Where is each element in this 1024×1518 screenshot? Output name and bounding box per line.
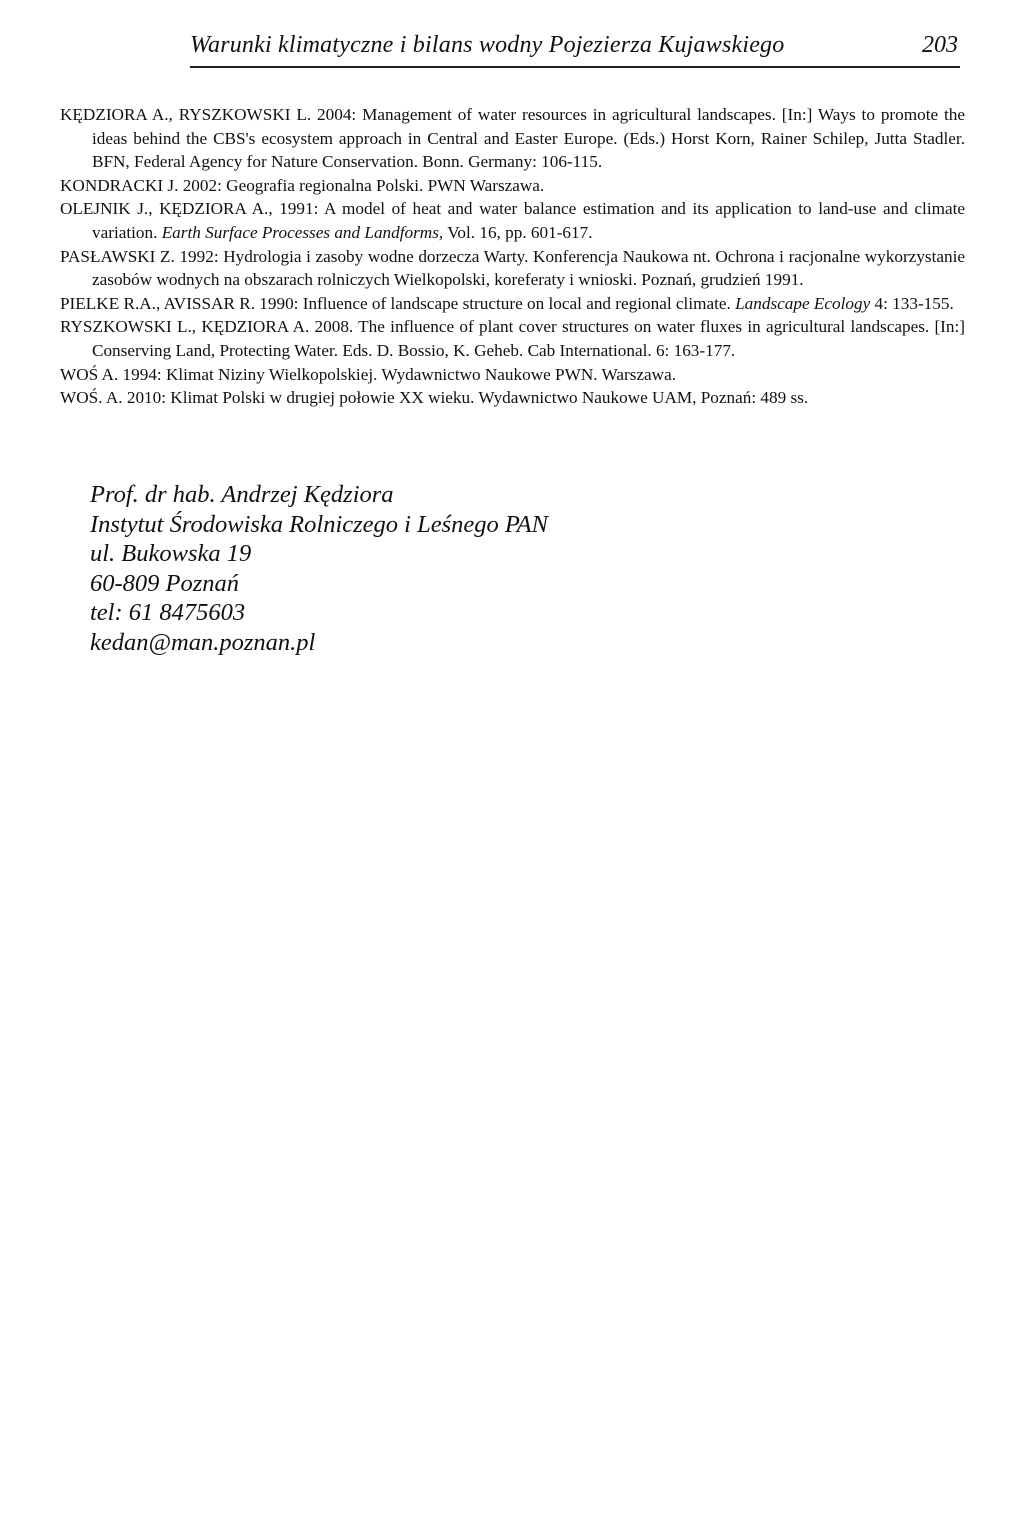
reference-item bbox=[60, 292, 965, 316]
reference-text: WOŚ. A. 2010: Klimat Polski w drugiej połowie XX wieku. Wydawnictwo Naukowe UAM, Poznań: 489 ss. bbox=[60, 388, 809, 408]
reference-item bbox=[60, 386, 965, 410]
reference-journal: Earth Surface Processes and Landforms, bbox=[161, 222, 444, 242]
reference-text: OLEJNIK J., KĘDZIORA A., 1991: A model of heat and water balance estimation and its application to land-use and climate variation. bbox=[60, 199, 965, 242]
reference-text: KONDRACKI J. 2002: Geografia regionalna Polski. PWN Warszawa. bbox=[60, 175, 545, 195]
reference-text: KĘDZIORA A., RYSZKOWSKI L. 2004: Management of water resources in agricultural landscapes. [In:] Ways to promote the ideas behind the CBS's ecosystem approach in Central and Easter Europe. (Eds.) Horst Korn, Rainer Schilep, Jutta Stadler. BFN, Federal Agency for Nature Conservation. Bonn. Germany: 106-115. bbox=[60, 105, 965, 172]
reference-item bbox=[60, 245, 965, 292]
reference-text-tail: Vol. 16, pp. 601-617. bbox=[443, 222, 593, 242]
author-street: ul. Bukowska 19 bbox=[90, 540, 252, 567]
author-affiliation bbox=[90, 480, 548, 657]
page-number: 203 bbox=[922, 32, 958, 58]
reference-text: WOŚ A. 1994: Klimat Niziny Wielkopolskiej. Wydawnictwo Naukowe PWN. Warszawa. bbox=[60, 364, 677, 384]
author-phone: tel: 61 8475603 bbox=[90, 599, 246, 626]
author-name: Prof. dr hab. Andrzej Kędziora bbox=[90, 481, 394, 508]
reference-item bbox=[60, 197, 965, 244]
author-institute: Instytut Środowiska Rolniczego i Leśnego PAN bbox=[90, 510, 548, 538]
author-city: 60-809 Poznań bbox=[90, 569, 240, 597]
author-email: kedan@man.poznan.pl bbox=[90, 628, 316, 656]
reference-text: PIELKE R.A., AVISSAR R. 1990: Influence of landscape structure on local and regional climate. bbox=[60, 293, 736, 313]
reference-item bbox=[60, 103, 965, 174]
reference-text: PASŁAWSKI Z. 1992: Hydrologia i zasoby wodne dorzecza Warty. Konferencja Naukowa nt. Ochrona i racjonalne wykorzystanie zasobów wodnych na obszarach rolniczych Wielkopolski, koreferaty i wnioski. Poznań, grudzień 1991. bbox=[60, 246, 965, 290]
references-list bbox=[60, 103, 965, 410]
running-title: Warunki klimatyczne i bilans wodny Pojezierza Kujawskiego bbox=[190, 32, 785, 58]
reference-item bbox=[60, 174, 965, 198]
reference-text: RYSZKOWSKI L., KĘDZIORA A. 2008. The influence of plant cover structures on water fluxes in agricultural landscapes. [In:] Conserving Land, Protecting Water. Eds. D. Bossio, K. Geheb. Cab International. 6: 163-177. bbox=[60, 317, 965, 360]
reference-item bbox=[60, 363, 965, 387]
page-header bbox=[190, 28, 960, 68]
reference-item bbox=[60, 315, 965, 362]
reference-text-tail: 4: 133-155. bbox=[870, 293, 954, 313]
reference-journal: Landscape Ecology bbox=[735, 293, 871, 313]
